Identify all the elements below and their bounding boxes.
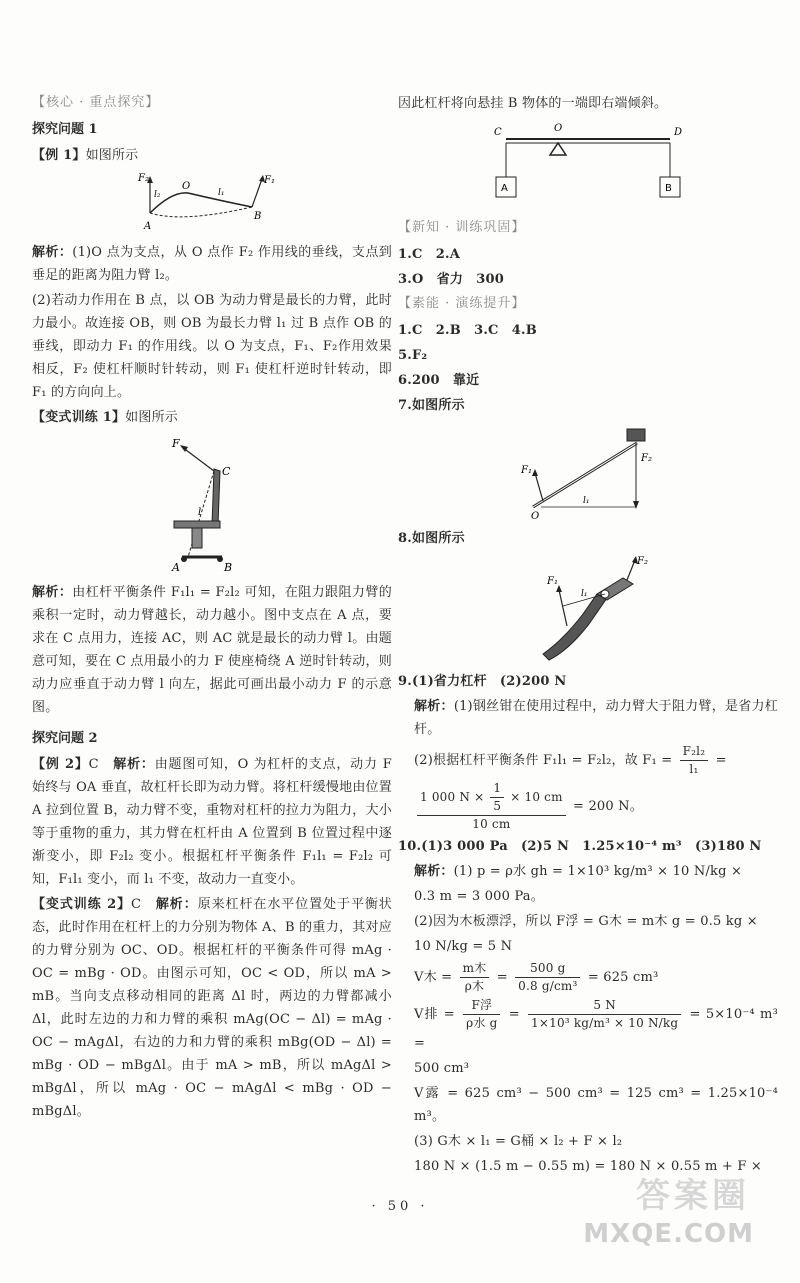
figure-pliers: [398, 554, 778, 664]
answer-b-10-line-4: 10 N/kg = 5 N: [414, 939, 513, 954]
fig5-f2-label: F₂: [637, 556, 648, 567]
v2-den-2: 1×10³ kg/m³ × 10 N/kg: [531, 1016, 679, 1030]
answer-3: 3.O 省力 300: [398, 272, 505, 287]
fraction-denominator: l₁: [689, 762, 699, 776]
v2-num: F浮: [463, 997, 500, 1015]
example-1-solution-text-1: (1)O 点为支点，从 O 点作 F₂ 作用线的垂线，支点到垂足的距离为阻力臂 l₂。: [32, 245, 392, 283]
figure-pole: [398, 421, 778, 521]
example-2-label: 【例 2】: [32, 757, 89, 772]
example-1-solution-1: [32, 241, 392, 287]
right-column: [398, 92, 778, 1180]
chair-diagram: [152, 433, 272, 575]
section-tag-core: 【核心 · 重点探究】: [32, 95, 160, 110]
fig5-l1-label: l₁: [581, 589, 588, 599]
calc-denominator: 10 cm: [472, 817, 511, 831]
fig4-l1-label: l₁: [583, 496, 590, 506]
solution-label: 解析：: [414, 864, 454, 879]
fig2-b-label: B: [224, 561, 233, 574]
v2-fraction-2: [528, 997, 681, 1032]
example-1-solution-2: (2)若动力作用在 B 点，以 OB 为动力臂是最长的力臂，此时力最小。故连接 OB，则 OB 为最长力臂 l₁ 过 B 点作 OB 的垂线，即动力 F₁ 的作用线。以 O 为支点，F₁、F₂作用效果相反，F₂ 使杠杆顺时针转动，则 F₁ 使杠杆逆时针转动，即 F₁ 的方向向上。: [32, 293, 392, 400]
calc-numerator: [417, 780, 566, 816]
fig3-d-label: D: [674, 127, 683, 138]
answer-b-9-solution-text-1: (1)钢丝钳在使用过程中，动力臂大于阻力臂，是省力杠杆。: [414, 699, 778, 737]
answer-b-10-line-6: V露 = 625 cm³ − 500 cm³ = 125 cm³ = 1.25×10⁻⁴ m³。: [414, 1086, 778, 1124]
fig2-c-label: C: [222, 465, 231, 478]
v1-num: m木: [460, 960, 490, 978]
watermark: [583, 1176, 780, 1267]
example-1: [32, 144, 392, 167]
fig3-a-label: A: [501, 183, 508, 194]
solution-label: 解析：: [155, 897, 198, 912]
v1-den-2: 0.8 g/cm³: [518, 979, 578, 993]
fig4-o-label: O: [531, 511, 540, 521]
variant-2-label: 【变式训练 2】: [32, 897, 132, 912]
formula-fraction: [680, 743, 709, 778]
answer-b-10-line-2: 0.3 m = 3 000 Pa。: [414, 889, 544, 904]
fig4-f2-label: F₂: [641, 453, 652, 464]
calc-result: = 200 N。: [573, 799, 643, 814]
answer-b-10-line-8: 180 N × (1.5 m − 0.55 m) = 180 N × 0.55 m + F ×: [414, 1159, 762, 1174]
answer-b-7: 7.如图所示: [398, 398, 465, 413]
v1-num-2: 500 g: [515, 960, 580, 978]
example-1-text: 如图所示: [85, 148, 139, 163]
answer-b-9: 9.(1)省力杠杆 (2)200 N: [398, 674, 567, 689]
answer-b-10-volume-wood: [398, 960, 778, 995]
v1-fraction: [460, 960, 490, 995]
v2-result: = 5×10⁻⁴ m³ =: [414, 1007, 778, 1051]
continued-text: 因此杠杆将向悬挂 B 物体的一端即右端倾斜。: [398, 96, 668, 111]
answer-b-9-solution-1: [398, 695, 778, 741]
watermark-logo: 答案圈: [636, 1176, 750, 1216]
variant-1: [32, 406, 392, 429]
v2-num-2: 5 N: [528, 997, 681, 1015]
answer-b-10-line-3: (2)因为木板漂浮，所以 F浮 = G木 = m木 g = 0.5 kg ×: [414, 914, 758, 929]
solution-label: 解析：: [32, 245, 73, 260]
fig4-f1-label: F₁: [521, 465, 532, 476]
answer-1-2: 1.C 2.A: [398, 247, 460, 262]
fig2-f-label: F: [172, 437, 180, 450]
figure-lever-ab: [32, 171, 392, 235]
answer-b-10-line-7: (3) G木 × l₁ = G桶 × l₂ + F × l₂: [414, 1134, 623, 1149]
answer-b-8: 8.如图所示: [398, 531, 465, 546]
fig1-l1-label: l₁: [218, 188, 225, 198]
answer-b-10: 10.(1)3 000 Pa (2)5 N 1.25×10⁻⁴ m³ (3)180 N: [398, 839, 762, 854]
inner-fraction: [490, 780, 504, 815]
example-2: [32, 753, 392, 891]
v1-den: ρ木: [464, 979, 485, 993]
fig1-f1-label: F₁: [264, 175, 275, 186]
fig5-f1-label: F₁: [547, 576, 558, 587]
answer-b-9-calc: [398, 780, 778, 833]
fig3-o-label: O: [554, 123, 563, 134]
answer-b-9-solution-2: [398, 743, 778, 778]
answer-b-10-solution-1: [398, 860, 778, 883]
variant-2: [32, 893, 392, 1123]
fraction-numerator: F₂l₂: [680, 743, 709, 761]
variant-1-solution-text: 由杠杆平衡条件 F₁l₁ = F₂l₂ 可知，在阻力跟阻力臂的乘积一定时，动力臂越长，动力越小。图中支点在 A 点，要求在 C 点用力，连接 AC，则 AC 就是最长的动力臂 l。由题意可知，要在 C 点用最小的力 F 使座椅绕 A 逆时针转动，则动力应垂直于动力臂 l 向左，据此可画出最小动力 F 的示意图。: [32, 585, 392, 715]
figure-balance: [398, 119, 778, 211]
solution-label: 解析：: [32, 585, 73, 600]
solution-label: 解析：: [414, 699, 454, 714]
question-1-title: 探究问题 1: [32, 122, 98, 137]
inner-den: 5: [493, 799, 502, 813]
fig3-c-label: C: [494, 127, 502, 138]
fig3-b-label: B: [665, 183, 672, 194]
left-column: [32, 92, 392, 1125]
v1-eq: =: [496, 970, 508, 985]
variant-1-label: 【变式训练 1】: [32, 410, 126, 425]
answer-b-10-line-5: 500 cm³: [414, 1061, 470, 1076]
v1-fraction-2: [515, 960, 580, 995]
pole-diagram: [513, 421, 663, 521]
answer-b-10-line-1: (1) p = ρ水 gh = 1×10³ kg/m³ × 10 N/kg ×: [453, 864, 743, 879]
calc-num-part-b: × 10 cm: [510, 790, 563, 804]
v2-prefix: V排 =: [414, 1007, 455, 1022]
example-2-solution-text: 由题图可知，O 为杠杆的支点，动力 F 始终与 OA 垂直，故杠杆长即为动力臂。将杠杆缓慢地由位置 A 拉到位置 B，动力臂不变，重物对杠杆的拉力为阻力，大小等于重物的重力，其力臂在杠杆由 A 位置到 B 位置过程中逐渐变小，即 F₂l₂ 变小。根据杠杆平衡条件 F₁l₁ = F₂l₂ 可知，F₁l₁ 变小，而 l₁ 不变，故动力一直变小。: [32, 757, 392, 887]
equals-sign: =: [715, 753, 727, 768]
fig1-l2-label: l₂: [154, 190, 161, 200]
fig1-a-label: A: [144, 221, 152, 232]
watermark-url: MXQE.COM: [583, 1219, 754, 1249]
section-tag-new: 【新知 · 训练巩固】: [398, 220, 526, 235]
fig2-l-label: l: [198, 507, 202, 518]
solution-label: 解析：: [113, 757, 155, 772]
v2-eq: =: [508, 1007, 520, 1022]
answer-b-1-4: 1.C 2.B 3.C 4.B: [398, 323, 537, 338]
pliers-diagram: [523, 554, 653, 664]
variant-2-solution-text: 原来杠杆在水平位置处于平衡状态，此时作用在杠杆上的力分别为物体 A、B 的重力，其对应的力臂分别为 OC、OD。根据杠杆的平衡条件可得 mAg · OC = mBg · OD。由图示可知，OC < OD，所以 mA > mB。当向支点移动相同的距离 Δl 时，两边的力臂都减小 Δl，此时左边的力和力臂的乘积 mAg(OC − Δl) = mAg · OC − mAgΔl，右边的力和力臂的乘积 mBg(OD − Δl) = mBg · OD − mBgΔl。由于 mA > mB，所以 mAgΔl > mBgΔl，所以 mAg · OC − mAgΔl < mBg · OD − mBgΔl。: [32, 897, 393, 1119]
answer-b-10-volume-displaced: [398, 997, 778, 1055]
v1-result: = 625 cm³: [587, 970, 659, 985]
balance-diagram: [488, 119, 688, 211]
calc-num-part-a: 1 000 N ×: [420, 790, 485, 804]
fig2-a-label: A: [172, 561, 180, 574]
example-2-answer: C: [88, 757, 99, 772]
lever-ab-diagram: [132, 171, 292, 235]
variant-1-solution: [32, 581, 392, 719]
v2-den: ρ水 g: [466, 1016, 498, 1030]
calc-fraction: [417, 780, 566, 833]
figure-chair: [32, 433, 392, 575]
answer-b-6: 6.200 靠近: [398, 373, 480, 388]
v2-fraction: [463, 997, 500, 1032]
fig1-b-label: B: [254, 211, 262, 222]
fig1-f2-label: F₂: [138, 173, 149, 184]
fig1-o-label: O: [182, 181, 191, 192]
formula-prefix: (2)根据杠杆平衡条件 F₁l₁ = F₂l₂，故 F₁ =: [414, 753, 673, 768]
v1-prefix: V木 =: [414, 970, 453, 985]
answer-b-5: 5.F₂: [398, 348, 428, 363]
page-number: · 50 ·: [371, 1199, 429, 1214]
inner-num: 1: [490, 780, 504, 798]
question-2-title: 探究问题 2: [32, 731, 98, 746]
variant-2-answer: C: [131, 897, 142, 912]
section-tag-ability: 【素能 · 演练提升】: [398, 296, 526, 311]
variant-1-text: 如图所示: [125, 410, 178, 425]
example-1-label: 【例 1】: [32, 148, 86, 163]
